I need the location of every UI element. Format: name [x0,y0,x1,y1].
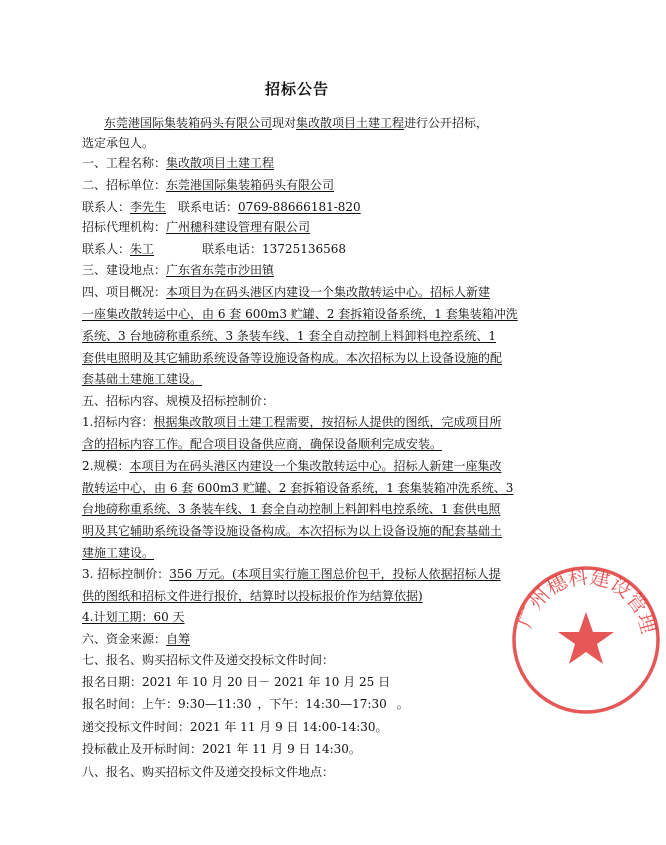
tenderer-label: 二、招标单位： [82,178,167,192]
item1-label: 1.招标内容： [82,415,154,429]
submission-time: 递交投标文件时间：2021 年 11 月 9 日 14:00-14:30。 [82,720,388,734]
contact2-tel: 13725136568 [262,242,347,256]
location-heading: 八、报名、购买招标文件及递交投标文件地点： [82,765,335,779]
registration-time-am: 上午：9:30—11:30 [142,697,252,711]
intro-line-1 [104,115,488,131]
seal-star-icon [558,612,614,664]
company-seal-stamp [506,560,666,720]
contact-row-1 [82,199,361,215]
contact2-label: 联系人： [82,242,131,256]
overview-label: 四、项目概况： [82,285,167,299]
project-name-value: 集改散项目土建工程 [166,156,275,170]
contact-name: 李先生 [130,200,167,214]
intro-text-1: 现对 [272,116,297,130]
scope-heading: 五、招标内容、规模及招标控制价： [82,394,275,408]
overview-line-1 [82,284,490,300]
registration-heading: 七、报名、购买招标文件及递交投标文件时间： [82,653,335,667]
item3-text-1: 356 万元。(本项目实行施工图总价包干，投标人依据招标人提 [169,567,501,581]
contact-label: 联系人： [82,200,131,214]
agency-value: 广州穗科建设管理有限公司 [166,220,311,234]
item3-line-2: 供的图纸和招标文件进行报价，结算时以投标报价作为结算依据) [82,589,423,603]
deadline-time: 投标截止及开标时间：2021 年 11 月 9 日 14:30。 [82,742,361,756]
funding-label: 六、资金来源： [82,632,167,646]
item4-line: 4.计划工期：60 天 [82,610,185,624]
contact2-name: 朱工 [130,242,155,256]
registration-time-pm: ，下午：14:30—17:30 [257,697,387,711]
agency-row [82,219,310,235]
contact-tel-label: 联系电话： [178,200,239,214]
page-title: 招标公告 [264,80,329,98]
item1-line-1 [82,414,501,430]
overview-line-4: 套供电照明及其它辅助系统设备等设施设备构成。本次招标为以上设备设施的配 [82,351,503,365]
location-row [82,262,274,278]
item2-label: 2.规模： [82,459,130,473]
intro-project: 集改散项目土建工程 [296,116,405,130]
overview-line-3: 系统、3 台地磅称重系统、3 条装车线、1 套全自动控制上料卸料电控系统、1 [82,329,496,343]
agency-label: 招标代理机构： [82,220,167,234]
item2-line-2: 散转运中心，由 6 套 600m3 贮罐、2 套拆箱设备系统，1 套集装箱冲洗系统、3 [82,481,514,495]
seal-text: 广州穗科建设管理 [512,564,661,637]
item2-line-1 [82,458,501,474]
location-value: 广东省东莞市沙田镇 [166,263,275,277]
intro-text-2: 进行公开招标， [404,116,489,130]
registration-time-end: 。 [396,697,409,711]
item3-label: 3. 招标控制价： [82,567,170,581]
funding-row [82,631,206,647]
tenderer-value: 东莞港国际集装箱码头有限公司 [166,178,335,192]
contact-tel: 0769-88666181-820 [238,200,361,214]
contact2-tel-label: 联系电话： [202,242,263,256]
project-name-row [82,155,274,171]
item2-line-4: 明及其它辅助系统设备等设施设备构成。本次招标为以上设备设施的配套基础土 [82,524,503,538]
registration-date: 报名日期：2021 年 10 月 20 日－ 2021 年 10 月 25 日 [82,675,391,689]
overview-line-2: 一座集改散转运中心，由 6 套 600m3 贮罐、2 套拆箱设备系统，1 套集装箱冲洗 [82,307,518,321]
registration-time [82,696,409,712]
project-name-label: 一、工程名称： [82,156,167,170]
contact-row-2 [82,241,346,257]
item2-line-5: 建施工建设。 [82,546,155,560]
intro-company: 东莞港国际集装箱码头有限公司 [104,116,273,130]
item3-line-1 [82,566,501,582]
overview-line-5: 套基础土建施工建设。 [82,372,203,386]
item2-line-3: 台地磅称重系统、3 条装车线、1 套全自动控制上料卸料电控系统、1 套供电照 [82,502,501,516]
tenderer-row [82,177,334,193]
funding-value: 自筹 [166,632,191,646]
seal-ring [514,568,658,712]
item1-text-1: 根据集改散项目土建工程需要，按招标人提供的图纸，完成项目所 [153,415,502,429]
overview-text-1: 本项目为在码头港区内建设一个集改散转运中心。招标人新建 [166,285,491,299]
item2-text-1: 本项目为在码头港区内建设一个集改散转运中心。招标人新建一座集改 [129,459,502,473]
item1-line-2: 含的招标内容工作。配合项目设备供应商，确保设备顺利完成安装。 [82,437,443,451]
location-label: 三、建设地点： [82,263,167,277]
intro-line-2: 选定承包人。 [82,136,155,150]
registration-time-label: 报名时间： [82,697,143,711]
